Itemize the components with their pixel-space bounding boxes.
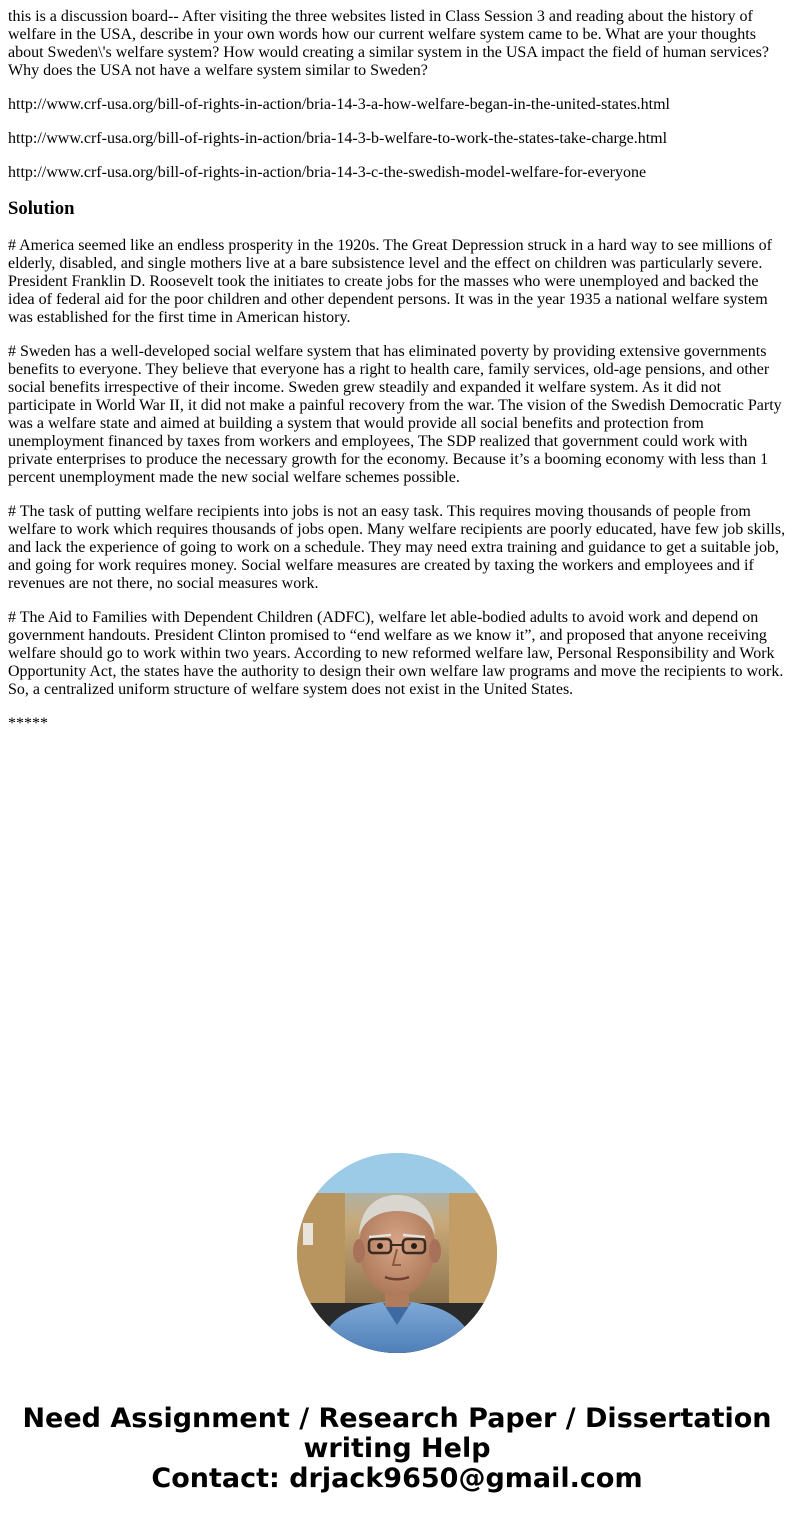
solution-paragraph-4: # The Aid to Families with Dependent Children (ADFC), welfare let able-bodied adults to avoid work and depend on government handouts. President Clinton promised to “end welfare as we know it”, and proposed that anyone receiving welfare should go to work within two years. According to new reformed welfare law, Personal Responsibility and Work Opportunity Act, the states have the authority to design their own welfare law programs and move the recipients to work. So, a centralized uniform structure of welfare system does not exist in the United States. [8, 609, 784, 698]
contact-line-2: writing Help [303, 1433, 491, 1464]
document-body [8, 8, 786, 749]
contact-line-1: Need Assignment / Research Paper / Dissertation [22, 1403, 772, 1434]
solution-heading: Solution [8, 198, 75, 219]
separator: ***** [8, 715, 48, 732]
contact-line-3: Contact: drjack9650@gmail.com [151, 1463, 643, 1494]
avatar-illustration [297, 1153, 497, 1353]
question-text: this is a discussion board-- After visiting the three websites listed in Class Session 3 and reading about the history of welfare in the USA, describe in your own words how our current welfare system came to be. What are your thoughts about Sweden\'s welfare system? How would creating a similar system in the USA impact the field of human services? Why does the USA not have a welfare system similar to Sweden? [8, 8, 769, 79]
solution-paragraph-3: # The task of putting welfare recipients into jobs is not an easy task. This requires moving thousands of people from welfare to work which requires thousands of jobs open. Many welfare recipients are poorly educated, have few job skills, and lack the experience of going to work on a schedule. They may need extra training and guidance to get a suitable job, and going for work requires money. Social welfare measures are created by taxing the workers and employees and if revenues are not there, no social measures work. [8, 503, 786, 592]
solution-paragraph-2: # Sweden has a well-developed social welfare system that has eliminated poverty by providing extensive governments benefits to everyone. They believe that everyone has a right to health care, family services, old-age pensions, and other social benefits irrespective of their income. Sweden grew steadily and expanded it welfare system. As it did not participate in World War II, it did not make a painful recovery from the war. The vision of the Swedish Democratic Party was a welfare state and aimed at building a system that would provide all social benefits and protection from unemployment financed by taxes from workers and employees, The SDP realized that government could work with private enterprises to produce the necessary growth for the economy. Because it’s a booming economy with less than 1 percent unemployment made the new social welfare schemes possible. [8, 343, 782, 486]
profile-photo-icon [297, 1153, 497, 1353]
link-3: http://www.crf-usa.org/bill-of-rights-in-action/bria-14-3-c-the-swedish-model-welfare-for-everyone [8, 164, 647, 181]
link-1: http://www.crf-usa.org/bill-of-rights-in-action/bria-14-3-a-how-welfare-began-in-the-united-states.html [8, 96, 670, 113]
solution-paragraph-1: # America seemed like an endless prosperity in the 1920s. The Great Depression struck in a hard way to see millions of elderly, disabled, and single mothers live at a bare subsistence level and the effect on children was particularly severe. President Franklin D. Roosevelt took the initiates to create jobs for the masses who were unemployed and backed the idea of federal aid for the poor children and other dependent persons. It was in the year 1935 a national welfare system was established for the first time in American history. [8, 237, 772, 326]
link-2: http://www.crf-usa.org/bill-of-rights-in-action/bria-14-3-b-welfare-to-work-the-states-take-charge.html [8, 130, 668, 147]
contact-banner [0, 1404, 794, 1494]
